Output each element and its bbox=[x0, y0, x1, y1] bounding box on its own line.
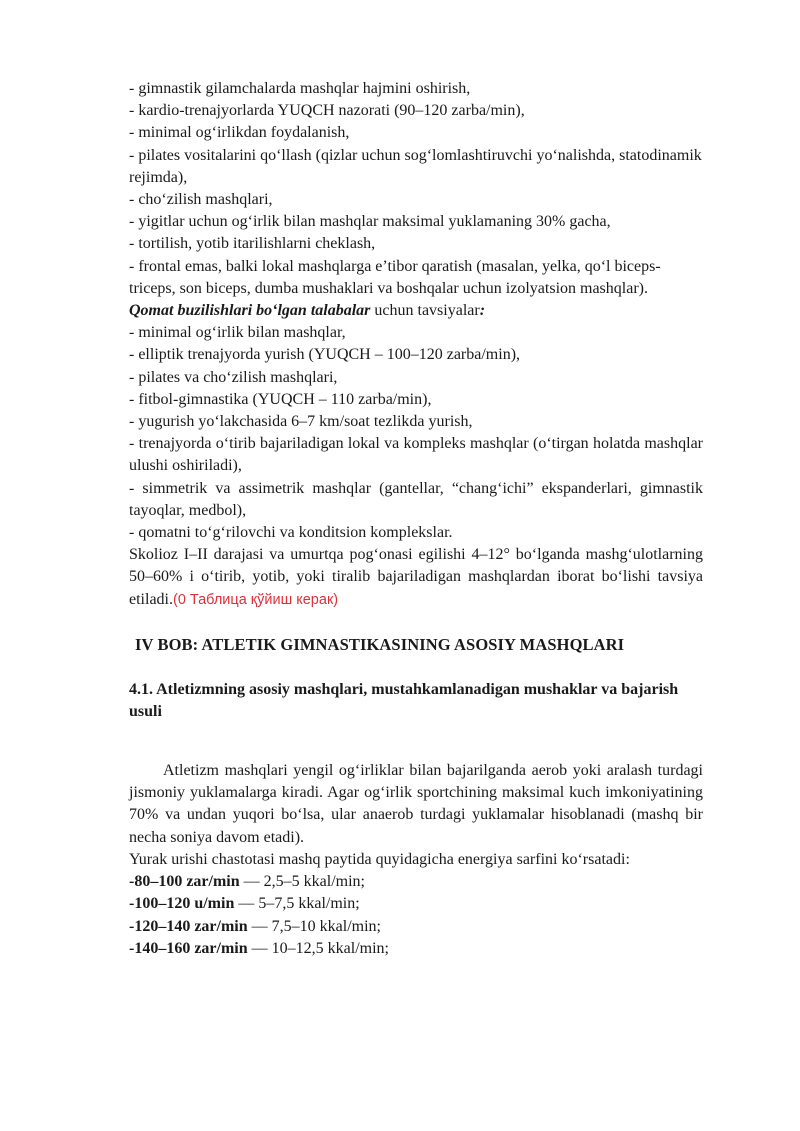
list-item: - trenajyorda o‘tirib bajariladigan lokal va kompleks mashqlar (o‘tirgan holatda mashqlar ulushi oshiriladi), bbox=[129, 435, 703, 475]
scoliosis-text: Skolioz I–II darajasi va umurtqa pog‘onasi egilishi 4–12° bo‘lganda mashg‘ulotlarning 50–60% i o‘tirib, yotib, yoki tiralib bajariladigan mashqlardan iborat bo‘lishi tavsiya etiladi. bbox=[129, 546, 703, 608]
energy-value: — 2,5–5 kkal/min; bbox=[239, 873, 365, 891]
energy-item bbox=[129, 893, 703, 915]
list-item: - tortilish, yotib itarilishlarni cheklash, bbox=[129, 235, 376, 253]
list-item: - minimal og‘irlikdan foydalanish, bbox=[129, 124, 350, 142]
recommendations-heading-rest: uchun tavsiyalar bbox=[370, 302, 480, 320]
energy-range: -120–140 zar/min bbox=[129, 917, 248, 935]
energy-range: -100–120 u/min bbox=[129, 895, 235, 913]
list-item: - gimnastik gilamchalarda mashqlar hajmini oshirish, bbox=[129, 80, 471, 97]
energy-value: — 5–7,5 kkal/min; bbox=[234, 895, 360, 913]
list-item: - pilates vositalarini qo‘llash (qizlar uchun sog‘lomlashtiruvchi yo‘nalishda, statodinamik rejimda), bbox=[129, 146, 702, 186]
recommendations-list-2 bbox=[129, 322, 703, 544]
list-item: - simmetrik va assimetrik mashqlar (gantellar, “chang‘ichi” ekspanderlari, gimnastik tayoqlar, medbol), bbox=[129, 479, 703, 519]
list-item: - elliptik trenajyorda yurish (YUQCH – 100–120 zarba/min), bbox=[129, 346, 521, 364]
energy-range: -140–160 zar/min bbox=[129, 939, 248, 957]
list-item: - fitbol-gimnastika (YUQCH – 110 zarba/min), bbox=[129, 390, 432, 408]
list-item: - minimal og‘irlik bilan mashqlar, bbox=[129, 324, 346, 342]
list-item: - frontal emas, balki lokal mashqlarga e’tibor qaratish (masalan, yelka, qo‘l biceps-triceps, son biceps, dumba mushaklari va boshqalar uchun izolyatsion mashqlar). bbox=[129, 257, 661, 297]
energy-item bbox=[129, 916, 703, 938]
list-item: - kardio-trenajyorlarda YUQCH nazorati (90–120 zarba/min), bbox=[129, 102, 525, 120]
list-item: - pilates va cho‘zilish mashqlari, bbox=[129, 368, 338, 386]
recommendations-heading-colon: : bbox=[479, 302, 486, 320]
energy-item bbox=[129, 871, 703, 893]
list-item: - yigitlar uchun og‘irlik bilan mashqlar maksimal yuklamaning 30% gacha, bbox=[129, 213, 611, 231]
energy-value: — 7,5–10 kkal/min; bbox=[247, 917, 381, 935]
recommendations-heading bbox=[129, 300, 703, 322]
energy-range: -80–100 zar/min bbox=[129, 873, 240, 891]
list-item: - yugurish yo‘lakchasida 6–7 km/soat tezlikda yurish, bbox=[129, 413, 473, 431]
document-page bbox=[129, 78, 703, 960]
intro-paragraph: Atletizm mashqlari yengil og‘irliklar bilan bajarilganda aerob yoki aralash turdagi jismoniy yuklamalarga kiradi. Agar og‘irlik sportchining maksimal kuch imkoniyatining 70% va undan yuqori bo‘lsa, ular anaerob turdagi yuklamalar hisoblanadi (mashq bir necha soniya davom etadi). bbox=[129, 762, 703, 846]
recommendations-heading-emphasis: Qomat buzilishlari bo‘lgan talabalar bbox=[129, 302, 371, 320]
scoliosis-paragraph bbox=[129, 544, 703, 611]
table-note: (0 Таблица қўйиш керак) bbox=[172, 591, 339, 608]
energy-item bbox=[129, 938, 703, 960]
heart-rate-intro: Yurak urishi chastotasi mashq paytida quyidagicha energiya sarfini ko‘rsatadi: bbox=[129, 850, 630, 868]
list-item: - cho‘zilish mashqlari, bbox=[129, 191, 273, 209]
energy-list bbox=[129, 871, 703, 960]
list-item: - qomatni to‘g‘rilovchi va konditsion komplekslar. bbox=[129, 524, 453, 542]
chapter-title: IV BOB: ATLETIK GIMNASTIKASINING ASOSIY MASHQLARI bbox=[135, 634, 625, 654]
energy-value: — 10–12,5 kkal/min; bbox=[247, 939, 389, 957]
recommendations-list-1 bbox=[129, 78, 703, 300]
section-title: 4.1. Atletizmning asosiy mashqlari, mustahkamlanadigan mushaklar va bajarish usuli bbox=[129, 681, 679, 721]
